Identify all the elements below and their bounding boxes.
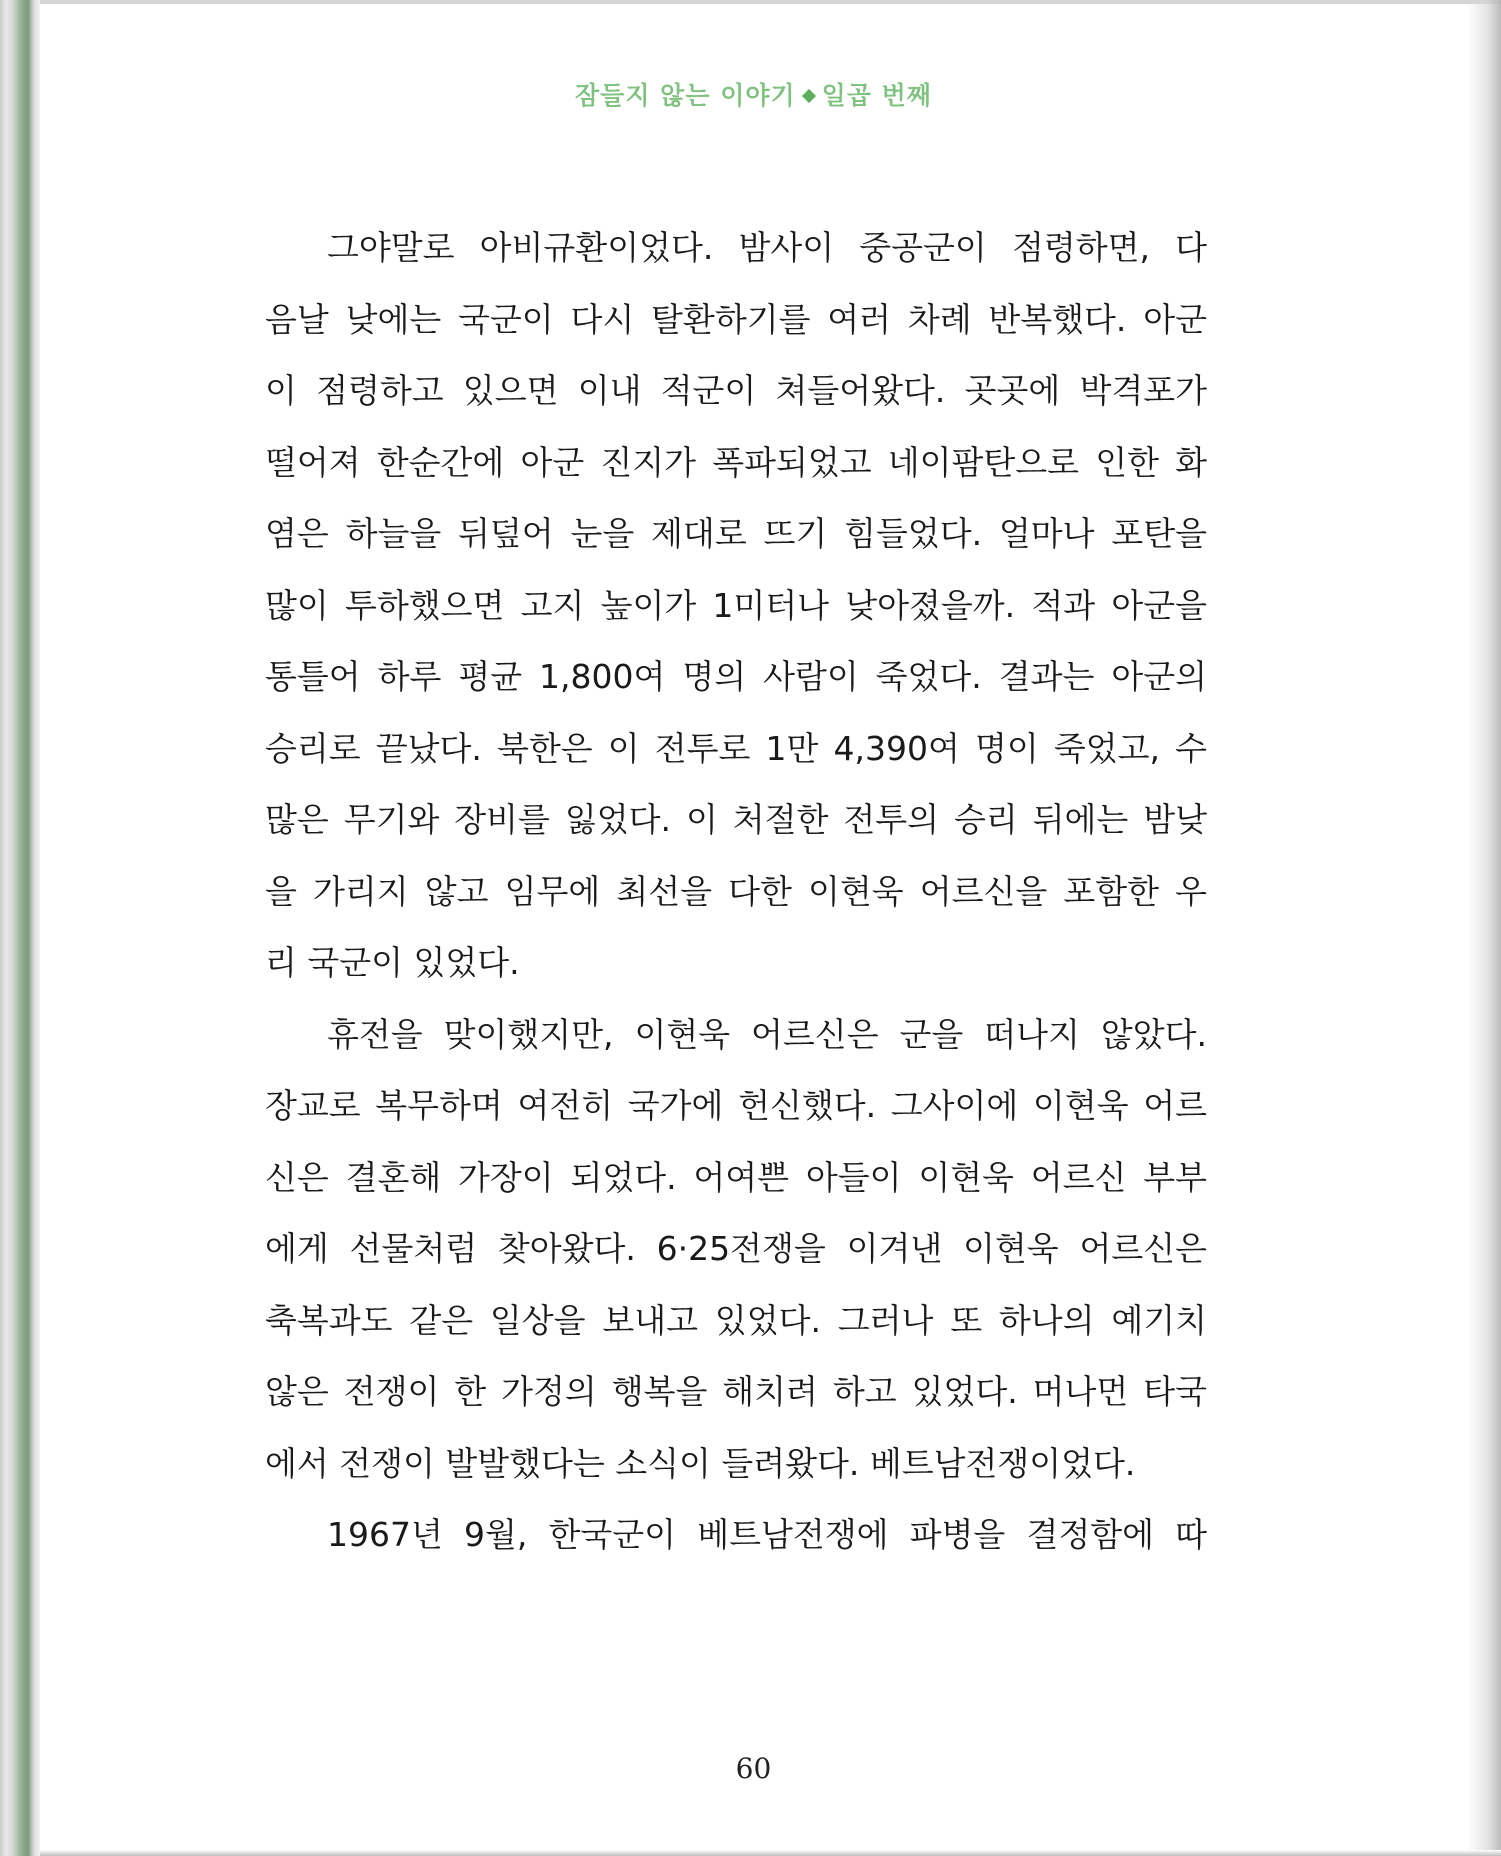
text-line: 통틀어 하루 평균 1,800여 명의 사람이 죽었다. 결과는 아군의 xyxy=(265,657,1207,696)
text-line: 에서 전쟁이 발발했다는 소식이 들려왔다. 베트남전쟁이었다. xyxy=(265,1443,1136,1483)
page-number: 60 xyxy=(735,1752,772,1785)
text-line: 에게 선물처럼 찾아왔다. 6·25전쟁을 이겨낸 이현욱 어르신은 xyxy=(265,1229,1207,1268)
text-line: 장교로 복무하며 여전히 국가에 헌신했다. 그사이에 이현욱 어르 xyxy=(265,1086,1207,1125)
text-line: 많은 무기와 장비를 잃었다. 이 처절한 전투의 승리 뒤에는 밤낮 xyxy=(265,800,1207,839)
body-text xyxy=(265,212,1207,1571)
text-line: 이 점령하고 있으면 이내 적군이 쳐들어왔다. 곳곳에 박격포가 xyxy=(265,371,1207,410)
text-line: 그야말로 아비규환이었다. 밤사이 중공군이 점령하면, 다 xyxy=(327,228,1207,267)
text-line: 승리로 끝났다. 북한은 이 전투로 1만 4,390여 명이 죽었고, 수 xyxy=(265,728,1207,768)
text-line: 휴전을 맞이했지만, 이현욱 어르신은 군을 떠나지 않았다. xyxy=(327,1014,1207,1054)
text-line: 않은 전쟁이 한 가정의 행복을 해치려 하고 있었다. 머나먼 타국 xyxy=(265,1372,1207,1411)
text-line: 리 국군이 있었다. xyxy=(265,943,520,982)
running-head-chapter: 일곱 번째 xyxy=(821,81,932,110)
book-spine-edge xyxy=(0,0,40,1856)
text-line: 신은 결혼해 가장이 되었다. 어여쁜 아들이 이현욱 어르신 부부 xyxy=(265,1157,1207,1197)
text-line: 많이 투하했으면 고지 높이가 1미터나 낮아졌을까. 적과 아군을 xyxy=(265,585,1207,625)
running-head xyxy=(40,76,1467,112)
page xyxy=(40,4,1467,1850)
text-line: 을 가리지 않고 임무에 최선을 다한 이현욱 어르신을 포함한 우 xyxy=(265,871,1207,911)
diamond-separator-icon xyxy=(802,89,816,103)
running-head-book-title: 잠들지 않는 이야기 xyxy=(575,81,796,110)
text-line: 염은 하늘을 뒤덮어 눈을 제대로 뜨기 힘들었다. 얼마나 포탄을 xyxy=(265,514,1207,553)
page-bottom-edge xyxy=(40,1850,1501,1856)
text-line: 음날 낮에는 국군이 다시 탈환하기를 여러 차례 반복했다. 아군 xyxy=(265,299,1207,339)
text-line: 떨어져 한순간에 아군 진지가 폭파되었고 네이팜탄으로 인한 화 xyxy=(265,442,1207,482)
text-line: 1967년 9월, 한국군이 베트남전쟁에 파병을 결정함에 따 xyxy=(327,1515,1207,1554)
text-line: 축복과도 같은 일상을 보내고 있었다. 그러나 또 하나의 예기치 xyxy=(265,1300,1207,1340)
page-right-shadow xyxy=(1467,0,1501,1856)
